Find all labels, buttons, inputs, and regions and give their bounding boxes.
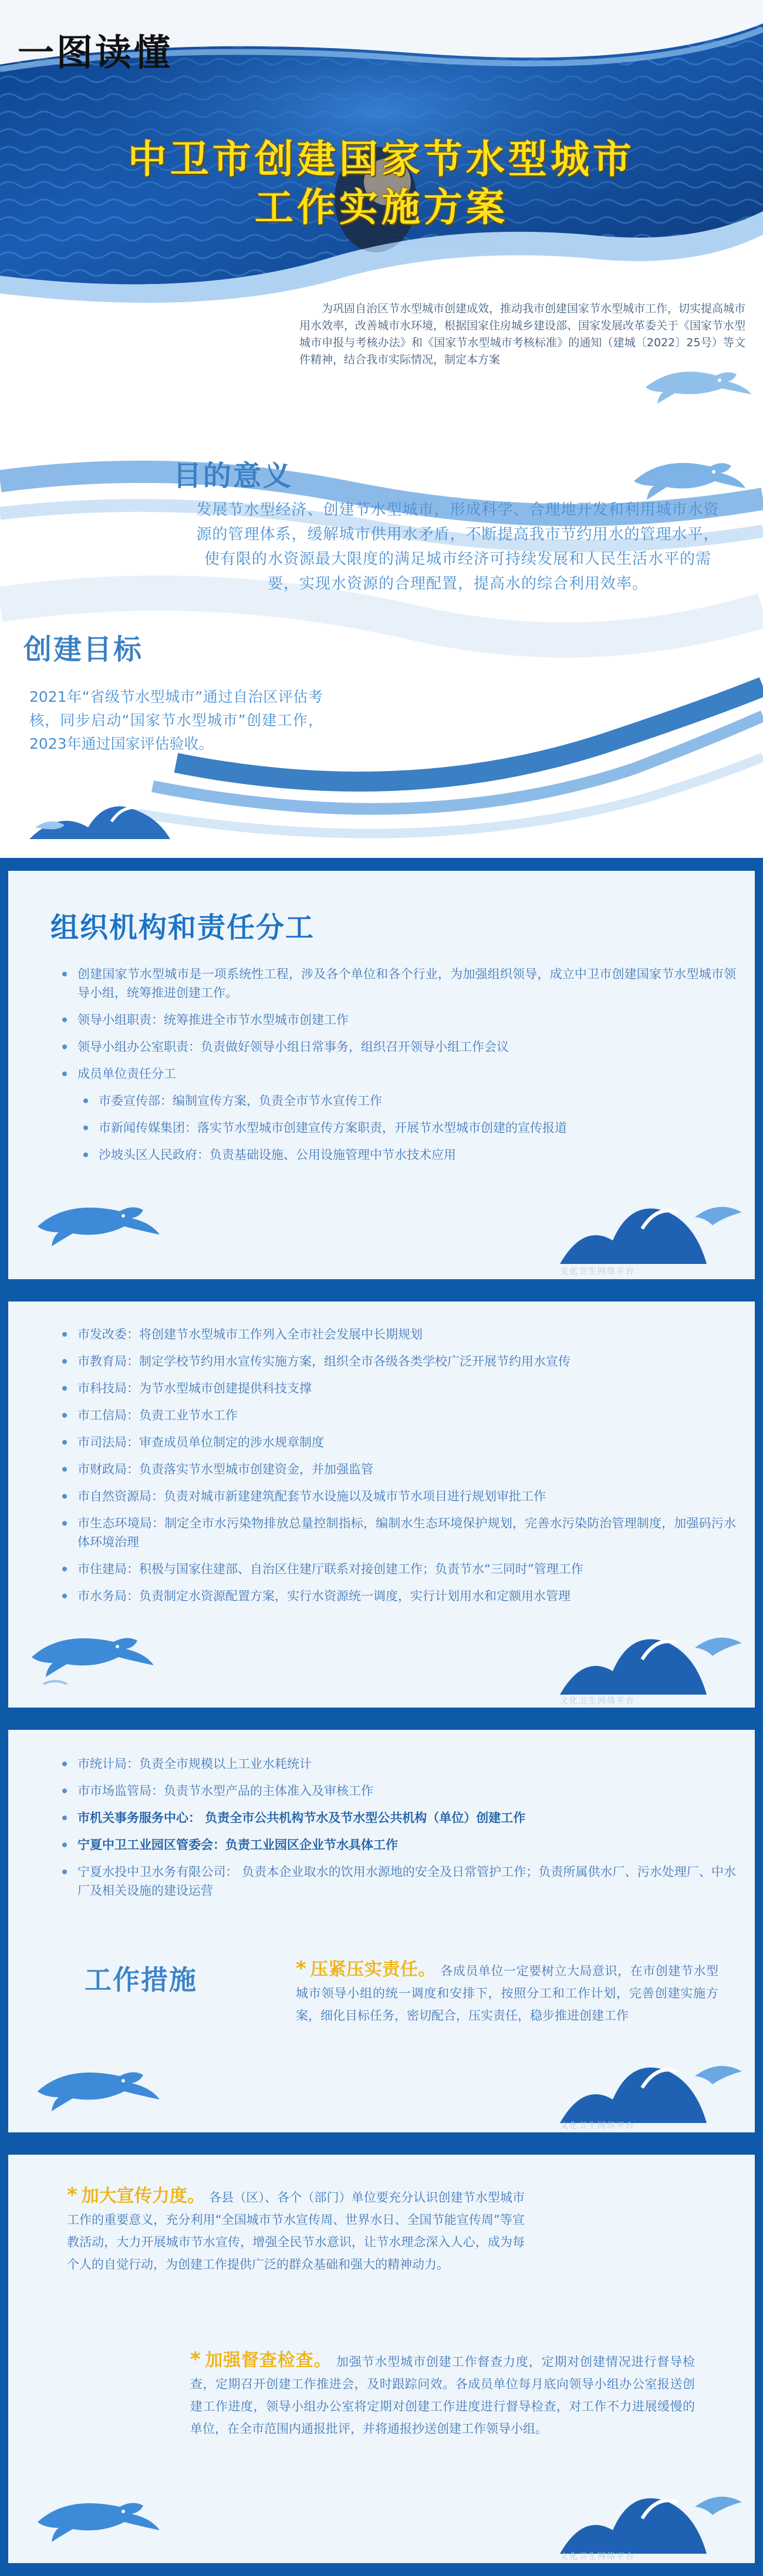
duties-card-3-body [8, 1730, 755, 2132]
list-item: 市发改委：将创建节水型城市工作列入全市社会发展中长期规划 [61, 1325, 736, 1344]
list-item: 市市场监管局：负责节水型产品的主体准入及审核工作 [61, 1781, 736, 1800]
dolphin-icon [640, 358, 757, 405]
list-item: 市财政局：负责落实节水型城市创建资金，并加强监管 [61, 1460, 736, 1479]
list-item: 市新闻传媒集团：落实节水型城市创建宣传方案职责，开展节水型城市创建的宣传报道 [82, 1118, 736, 1137]
goal-heading: 创建目标 [23, 633, 144, 666]
list-item: 市统计局：负责全市规模以上工业水耗统计 [61, 1754, 736, 1773]
star-icon: * [67, 2183, 77, 2207]
list-item: 宁夏中卫工业园区管委会：负责工业园区企业节水具体工作 [61, 1835, 736, 1854]
duties-card-3 [0, 1717, 763, 2145]
duties-card-2-body [8, 1301, 755, 1708]
watermark: 文化卫生网络平台 [560, 1696, 635, 1706]
list-item: 领导小组职责：统筹推进全市节水型城市创建工作 [61, 1010, 736, 1029]
dolphin-icon [32, 2053, 167, 2129]
org-card-body [8, 871, 755, 1279]
intro-paragraph: 为巩固自治区节水型城市创建成效，推动我市创建国家节水型城市工作，切实提高城市用水效率，改善城市水环境，根据国家住房城乡建设部、国家发展改革委关于《国家节水型城市申报与考核办法》和《国家节水型城市考核标准》的通知（建城〔2022〕25号）等文件精神，结合我市实际情况，制定本方案 [299, 302, 746, 366]
wave-icon [548, 2041, 754, 2129]
list-item: 创建国家节水型城市是一项系统性工程，涉及各个单位和各个行业，为加强组织领导，成立中卫市创建国家节水型城市领导小组，统筹推进创建工作。 [61, 965, 736, 1002]
measures-card [0, 2142, 763, 2576]
measures-heading: 工作措施 [85, 1964, 197, 1996]
purpose-goal-section [0, 411, 763, 868]
duties-card-2 [0, 1289, 763, 1720]
list-item: 市机关事务服务中心： 负责全市公共机构节水及节水型公共机构（单位）创建工作 [61, 1808, 736, 1827]
wave-icon [548, 2472, 754, 2560]
wave-icon [23, 786, 188, 851]
hero-section [0, 0, 763, 411]
purpose-paragraph: 发展节水型经济、创建节水型城市，形成科学、合理地开发和利用城市水资源的管理体系，缓解城市供用水矛盾，不断提高我市节约用水的管理水平，使有限的水资源最大限度的满足城市经济可持续发展和人民生活水平的需要，实现水资源的合理配置，提高水的综合利用效率。 [196, 501, 720, 593]
list-item: 市教育局：制定学校节约用水宣传实施方案，组织全市各级各类学校广泛开展节约用水宣传 [61, 1352, 736, 1371]
purpose-heading: 目的意义 [173, 459, 293, 492]
list-item: 成员单位责任分工 [61, 1064, 736, 1083]
star-icon: * [190, 2348, 201, 2371]
watermark: 文化卫生网络平台 [560, 2552, 635, 2561]
measure-2-text: 各县（区）、各个（部门）单位要充分认识创建节水型城市工作的重要意义，充分利用“全国城市节水宣传周、世界水日、全国节能宣传周”等宣教活动，大力开展城市节水宣传，增强全民节水意识，让节水理念深入人心，成为每个人的自觉行动，为创建工作提供广泛的群众基础和强大的精神动力。 [67, 2190, 525, 2271]
list-item: 市自然资源局：负责对城市新建建筑配套节水设施以及城市节水项目进行规划审批工作 [61, 1487, 736, 1506]
measure-3-title: 加强督查检查。 [205, 2350, 332, 2371]
duty-list-2 [61, 1325, 736, 1614]
measure-1 [296, 1958, 718, 2027]
watermark: 文化卫生网络平台 [560, 1267, 635, 1276]
measure-2 [67, 2184, 525, 2276]
measure-3 [190, 2348, 695, 2440]
dolphin-icon [32, 2483, 167, 2560]
measure-1-text: 各成员单位一定要树立大局意识，在市创建节水型城市领导小组的统一调度和安排下，按照分工和工作计划，完善创建实施方案，细化目标任务，密切配合，压实责任，稳步推进创建工作 [296, 1964, 719, 2023]
duty-list-3 [61, 1754, 736, 1908]
watermark: 文化卫生网络平台 [560, 2121, 635, 2131]
measure-2-title: 加大宣传力度。 [81, 2186, 205, 2206]
measures-card-body [8, 2155, 755, 2563]
list-item: 市生态环境局：制定全市水污染物排放总量控制指标，编制水生态环境保护规划，完善水污染防治管理制度，加强码污水体环境治理 [61, 1514, 736, 1551]
wave-icon [548, 1612, 754, 1701]
list-item: 宁夏水投中卫水务有限公司： 负责本企业取水的饮用水源地的安全及日常管护工作；负责所属供水厂、污水处理厂、中水厂及相关设施的建设运营 [61, 1862, 736, 1900]
hero-tag: 一图读懂 [18, 31, 173, 74]
dolphin-icon [26, 1618, 161, 1695]
page-title-line2: 工作实施方案 [255, 184, 508, 230]
goal-paragraph: 2021年“省级节水型城市”通过自治区评估考核，同步启动“国家节水型城市”创建工作，2023年通过国家评估验收。 [29, 688, 323, 752]
page-title-line1: 中卫市创建国家节水型城市 [128, 136, 635, 182]
list-item: 市委宣传部：编制宣传方案，负责全市节水宣传工作 [82, 1091, 736, 1110]
org-heading: 组织机构和责任分工 [50, 911, 315, 944]
star-icon: * [296, 1957, 306, 1980]
wave-icon [548, 1182, 754, 1270]
list-item: 市水务局：负责制定水资源配置方案，实行水资源统一调度，实行计划用水和定额用水管理 [61, 1587, 736, 1605]
list-item: 市司法局：审查成员单位制定的涉水规章制度 [61, 1433, 736, 1452]
list-item: 市住建局：积极与国家住建部、自治区住建厅联系对接创建工作；负责节水“三同时”管理工作 [61, 1560, 736, 1578]
measure-3-text: 加强节水型城市创建工作督查力度，定期对创建情况进行督导检查，定期召开创建工作推进会，及时跟踪问效。各成员单位每月底向领导小组办公室报送创建工作进度，领导小组办公室将定期对创建工作进度进行督导检查，对工作不力进展缓慢的单位，在全市范围内通报批评，并将通报抄送创建工作领导小组。 [190, 2355, 696, 2436]
dolphin-icon [32, 1188, 167, 1252]
list-item: 市工信局：负责工业节水工作 [61, 1406, 736, 1425]
list-item: 市科技局：为节水型城市创建提供科技支撑 [61, 1379, 736, 1398]
list-item: 领导小组办公室职责：负责做好领导小组日常事务，组织召开领导小组工作会议 [61, 1037, 736, 1056]
dolphin-icon [628, 446, 751, 505]
measure-1-title: 压紧压实责任。 [310, 1959, 436, 1980]
list-item: 沙坡头区人民政府：负责基础设施、公用设施管理中节水技术应用 [82, 1145, 736, 1164]
org-card [0, 858, 763, 1292]
org-duty-list [61, 965, 736, 1172]
